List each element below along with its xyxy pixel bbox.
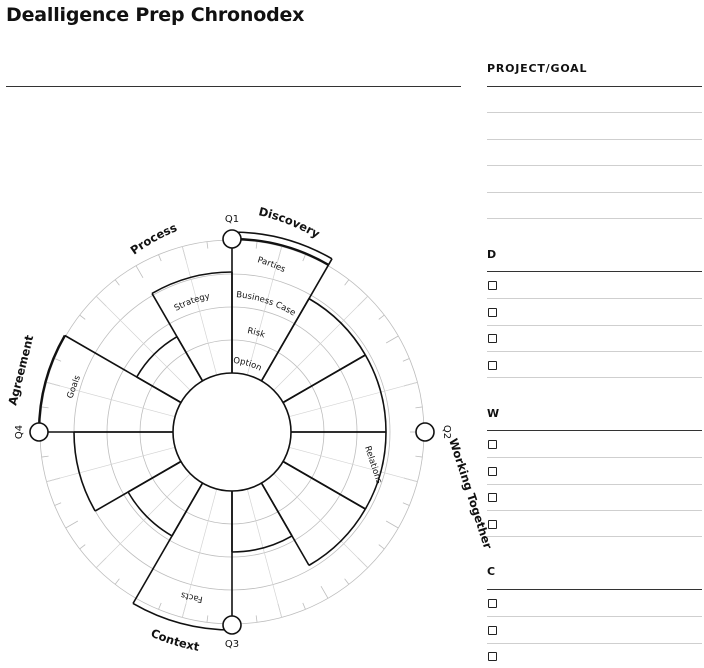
hour-tick	[379, 315, 385, 319]
hour-tick	[256, 615, 257, 622]
segment-label-parties: Parties	[256, 255, 287, 276]
outer-label-working-together: Working Together	[446, 436, 496, 551]
hour-tick	[159, 603, 162, 609]
project-goal-heading: PROJECT/GOAL	[487, 62, 588, 75]
hour-tick	[415, 407, 422, 408]
segment-label-strategy: Strategy	[172, 291, 211, 314]
segment-divider	[137, 377, 181, 403]
quadrant-marker-q3	[223, 616, 241, 634]
hour-tick	[55, 359, 61, 362]
outer-label-context: Context	[148, 625, 201, 654]
hour-tick	[42, 456, 49, 457]
quadrant-label-q2: Q2	[441, 424, 452, 440]
segment-label-goals: Goals	[65, 374, 83, 401]
segment-divider	[172, 483, 203, 536]
segment-label-business-case: Business Case	[235, 290, 298, 319]
outer-label-process: Process	[127, 220, 180, 258]
hour-tick	[80, 315, 86, 319]
section-heading-c: C	[487, 565, 496, 578]
hour-tick	[207, 242, 208, 249]
segment-label-option: Option	[232, 355, 264, 374]
segment-label-relations: Relations	[362, 444, 384, 486]
quadrant-marker-q2	[416, 423, 434, 441]
hour-tick	[321, 586, 328, 598]
outer-label-agreement: Agreement	[5, 333, 37, 407]
page-title: Dealligence Prep Chronodex	[6, 4, 305, 26]
hour-tick	[403, 359, 409, 362]
hour-tick	[55, 503, 61, 506]
segment-label-facts: Facts	[179, 589, 204, 604]
hour-tick	[115, 280, 119, 286]
guide-spoke	[96, 296, 189, 389]
segment-divider	[283, 355, 365, 403]
hour-tick	[345, 280, 349, 286]
hour-tick	[136, 266, 143, 278]
hour-tick	[415, 456, 422, 457]
hour-tick	[403, 503, 409, 506]
outer-label-discovery: Discovery	[257, 204, 323, 242]
section-heading-w: W	[487, 407, 500, 420]
segment-divider	[283, 462, 365, 510]
segment-divider	[95, 462, 181, 512]
guide-spoke	[96, 474, 189, 567]
section-heading-d: D	[487, 248, 497, 261]
segment-divider	[262, 483, 293, 536]
quadrant-label-q3: Q3	[224, 639, 240, 650]
hour-tick	[303, 255, 306, 261]
quadrant-label-q1: Q1	[224, 214, 240, 225]
hour-tick	[159, 255, 162, 261]
hour-tick	[256, 242, 257, 249]
hour-tick	[386, 521, 398, 528]
hour-tick	[303, 603, 306, 609]
segment-label-risk: Risk	[246, 326, 267, 341]
hour-tick	[80, 545, 86, 549]
guide-spoke	[274, 474, 367, 567]
hour-tick	[386, 336, 398, 343]
hour-tick	[42, 407, 49, 408]
quadrant-marker-q4	[30, 423, 48, 441]
quadrant-marker-q1	[223, 230, 241, 248]
quadrant-label-q4: Q4	[14, 424, 25, 440]
hour-tick	[345, 579, 349, 585]
center-hub	[173, 373, 291, 491]
hour-tick	[207, 615, 208, 622]
hour-tick	[379, 545, 385, 549]
hour-tick	[66, 521, 78, 528]
hour-tick	[115, 579, 119, 585]
